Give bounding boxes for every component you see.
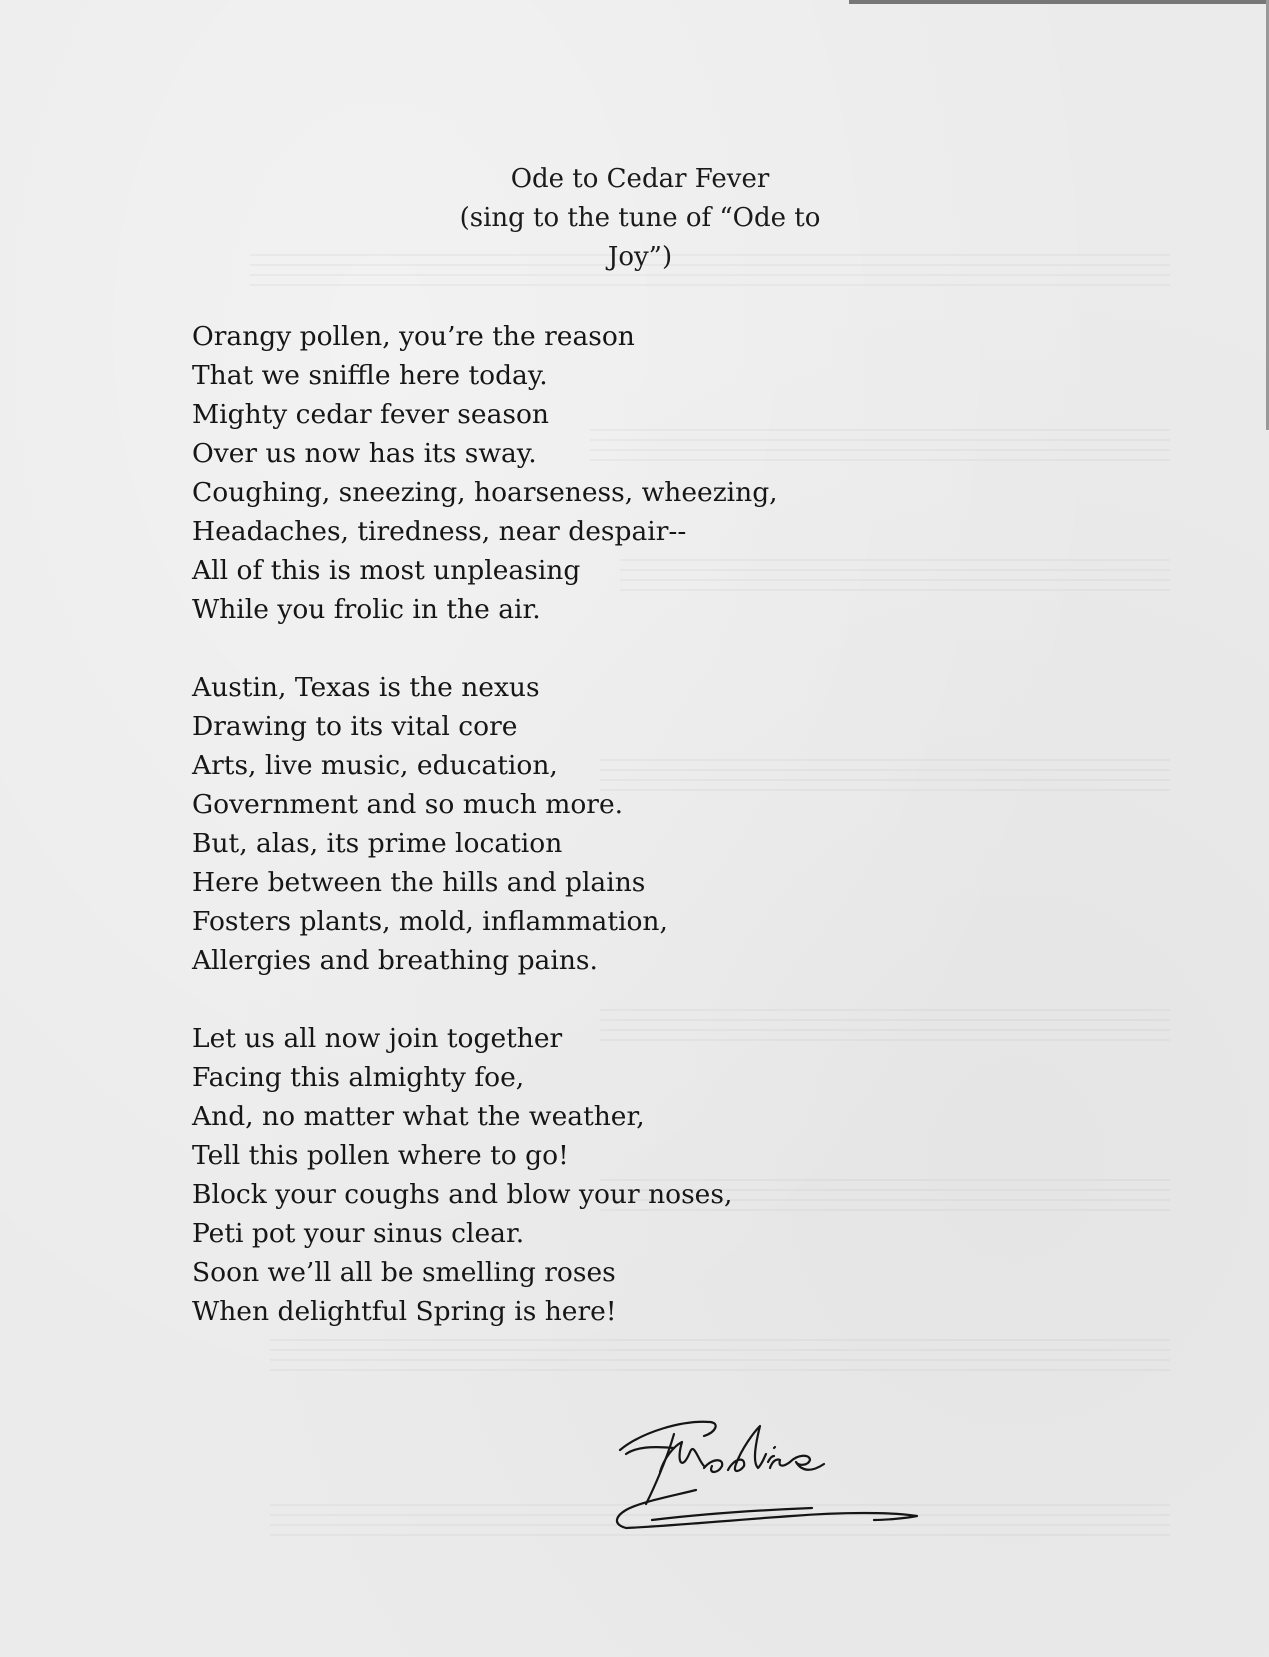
- poem-line: Peti pot your sinus clear.: [192, 1218, 525, 1249]
- page-title: Ode to Cedar Fever: [510, 164, 770, 194]
- page-subtitle: (sing to the tune of “Ode to Joy”): [459, 203, 821, 272]
- stanza-3: [192, 1019, 778, 1331]
- poem-line: Allergies and breathing pains.: [192, 945, 598, 976]
- poem-line: All of this is most unpleasing: [192, 555, 581, 586]
- poem-line: Arts, live music, education,: [192, 750, 558, 781]
- poem-line: And, no matter what the weather,: [192, 1101, 645, 1132]
- poem-line: Facing this almighty foe,: [192, 1062, 525, 1093]
- poem-line: That we sniffle here today.: [192, 360, 548, 391]
- poem-line: Fosters plants, mold, inflammation,: [192, 906, 668, 937]
- poem-line: Austin, Texas is the nexus: [192, 672, 540, 703]
- poem-line: Block your coughs and blow your noses,: [192, 1179, 733, 1210]
- poem-line: When delightful Spring is here!: [192, 1296, 617, 1327]
- poem-line: Here between the hills and plains: [192, 867, 646, 898]
- poem-line: Government and so much more.: [192, 789, 624, 820]
- poem-line: Let us all now join together: [192, 1023, 563, 1054]
- poem-line: Over us now has its sway.: [192, 438, 537, 469]
- handwritten-signature: [612, 1402, 972, 1532]
- scan-edge-top: [849, 0, 1269, 4]
- poem-line: Soon we’ll all be smelling roses: [192, 1257, 616, 1288]
- poem-line: Orangy pollen, you’re the reason: [192, 321, 635, 352]
- poem-line: While you frolic in the air.: [192, 594, 541, 625]
- poem-body: [192, 317, 778, 1370]
- stanza-1: [192, 317, 778, 629]
- poem-line: Drawing to its vital core: [192, 711, 518, 742]
- title-block: [0, 160, 1269, 277]
- poem-line: Headaches, tiredness, near despair--: [192, 516, 687, 547]
- stanza-2: [192, 668, 778, 980]
- poem-line: Coughing, sneezing, hoarseness, wheezing,: [192, 477, 778, 508]
- poem-line: But, alas, its prime location: [192, 828, 563, 859]
- poem-line: Mighty cedar fever season: [192, 399, 549, 430]
- poem-line: Tell this pollen where to go!: [192, 1140, 569, 1171]
